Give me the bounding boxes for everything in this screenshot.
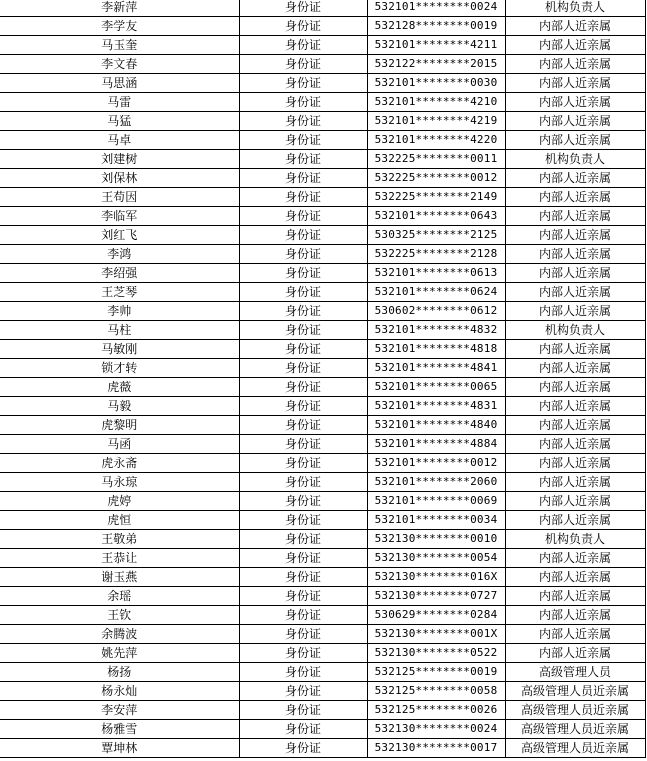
table-row <box>0 245 645 264</box>
id-number-cell[interactable]: 532101********4219 <box>367 112 505 131</box>
table-row <box>0 568 645 587</box>
id-type-cell[interactable]: 身份证 <box>239 568 367 587</box>
id-number-cell[interactable]: 532130********0010 <box>367 530 505 549</box>
relationship-cell[interactable]: 内部人近亲属 <box>505 131 645 150</box>
name-cell[interactable]: 余腾波 <box>0 625 239 644</box>
relationship-cell[interactable]: 内部人近亲属 <box>505 492 645 511</box>
id-number-cell[interactable]: 532122********2015 <box>367 55 505 74</box>
id-number-cell[interactable]: 532225********2149 <box>367 188 505 207</box>
id-number-cell[interactable]: 532101********0613 <box>367 264 505 283</box>
id-number-cell[interactable]: 532101********4818 <box>367 340 505 359</box>
relationship-cell[interactable]: 内部人近亲属 <box>505 36 645 55</box>
table-row <box>0 169 645 188</box>
table-row <box>0 112 645 131</box>
relationship-cell[interactable]: 内部人近亲属 <box>505 207 645 226</box>
table-row <box>0 435 645 454</box>
id-number-cell[interactable]: 532101********0643 <box>367 207 505 226</box>
table-row <box>0 587 645 606</box>
id-type-cell[interactable]: 身份证 <box>239 530 367 549</box>
id-type-cell[interactable]: 身份证 <box>239 245 367 264</box>
name-cell[interactable]: 王敬弟 <box>0 530 239 549</box>
id-type-cell[interactable]: 身份证 <box>239 226 367 245</box>
table-row <box>0 359 645 378</box>
id-type-cell[interactable]: 身份证 <box>239 302 367 321</box>
table-row <box>0 644 645 663</box>
table-row <box>0 55 645 74</box>
table-row <box>0 264 645 283</box>
name-cell[interactable]: 杨永灿 <box>0 682 239 701</box>
relationship-cell[interactable]: 内部人近亲属 <box>505 188 645 207</box>
relationship-cell[interactable]: 机构负责人 <box>505 530 645 549</box>
relationship-cell[interactable]: 高级管理人员 <box>505 663 645 682</box>
id-type-cell[interactable]: 身份证 <box>239 93 367 112</box>
relationship-cell[interactable]: 高级管理人员近亲属 <box>505 682 645 701</box>
relationship-cell[interactable]: 机构负责人 <box>505 321 645 340</box>
name-cell[interactable]: 马永琼 <box>0 473 239 492</box>
table-row <box>0 549 645 568</box>
id-type-cell[interactable]: 身份证 <box>239 131 367 150</box>
name-cell[interactable]: 刘建树 <box>0 150 239 169</box>
id-type-cell[interactable]: 身份证 <box>239 454 367 473</box>
id-type-cell[interactable]: 身份证 <box>239 207 367 226</box>
id-number-cell[interactable]: 532125********0019 <box>367 663 505 682</box>
id-type-cell[interactable]: 身份证 <box>239 74 367 93</box>
table-row <box>0 530 645 549</box>
relationship-cell[interactable]: 机构负责人 <box>505 0 645 17</box>
id-number-cell[interactable]: 532101********0034 <box>367 511 505 530</box>
id-number-cell[interactable]: 532101********4210 <box>367 93 505 112</box>
table-row <box>0 739 645 758</box>
relationship-cell[interactable]: 内部人近亲属 <box>505 511 645 530</box>
id-number-cell[interactable]: 532101********0012 <box>367 454 505 473</box>
table-row <box>0 606 645 625</box>
name-cell[interactable]: 李临军 <box>0 207 239 226</box>
name-cell[interactable]: 刘红飞 <box>0 226 239 245</box>
id-number-cell[interactable]: 532125********0026 <box>367 701 505 720</box>
id-type-cell[interactable]: 身份证 <box>239 112 367 131</box>
id-type-cell[interactable]: 身份证 <box>239 587 367 606</box>
id-number-cell[interactable]: 532101********4884 <box>367 435 505 454</box>
id-number-cell[interactable]: 532128********0019 <box>367 17 505 36</box>
id-type-cell[interactable]: 身份证 <box>239 492 367 511</box>
relationship-cell[interactable]: 机构负责人 <box>505 150 645 169</box>
table-row <box>0 340 645 359</box>
table-row <box>0 454 645 473</box>
table-row <box>0 131 645 150</box>
table-row <box>0 283 645 302</box>
relationship-cell[interactable]: 内部人近亲属 <box>505 93 645 112</box>
relationship-cell[interactable]: 内部人近亲属 <box>505 587 645 606</box>
id-type-cell[interactable]: 身份证 <box>239 435 367 454</box>
relationship-cell[interactable]: 内部人近亲属 <box>505 359 645 378</box>
table-row <box>0 663 645 682</box>
id-number-cell[interactable]: 532130********0727 <box>367 587 505 606</box>
id-number-cell[interactable]: 532101********0030 <box>367 74 505 93</box>
id-number-cell[interactable]: 532130********0024 <box>367 720 505 739</box>
relationship-cell[interactable]: 内部人近亲属 <box>505 17 645 36</box>
table-row <box>0 226 645 245</box>
name-cell[interactable]: 马思涵 <box>0 74 239 93</box>
id-type-cell[interactable]: 身份证 <box>239 739 367 758</box>
table-row <box>0 701 645 720</box>
id-type-cell[interactable]: 身份证 <box>239 283 367 302</box>
id-type-cell[interactable]: 身份证 <box>239 397 367 416</box>
id-number-cell[interactable]: 532101********4220 <box>367 131 505 150</box>
id-number-cell[interactable]: 532225********2128 <box>367 245 505 264</box>
relationship-cell[interactable]: 高级管理人员近亲属 <box>505 739 645 758</box>
table-row <box>0 473 645 492</box>
name-cell[interactable]: 李文春 <box>0 55 239 74</box>
table-row <box>0 74 645 93</box>
relationship-cell[interactable]: 高级管理人员近亲属 <box>505 720 645 739</box>
relationship-cell[interactable]: 内部人近亲属 <box>505 568 645 587</box>
name-cell[interactable]: 马玉奎 <box>0 36 239 55</box>
id-number-cell[interactable]: 532101********2060 <box>367 473 505 492</box>
table-row <box>0 150 645 169</box>
relationship-cell[interactable]: 内部人近亲属 <box>505 264 645 283</box>
table-row <box>0 720 645 739</box>
table-row <box>0 321 645 340</box>
id-number-cell[interactable]: 532101********4211 <box>367 36 505 55</box>
table-row <box>0 682 645 701</box>
id-type-cell[interactable]: 身份证 <box>239 511 367 530</box>
name-cell[interactable]: 马柱 <box>0 321 239 340</box>
name-cell[interactable]: 王钦 <box>0 606 239 625</box>
id-type-cell[interactable]: 身份证 <box>239 340 367 359</box>
name-cell[interactable]: 姚先萍 <box>0 644 239 663</box>
name-cell[interactable]: 李鸿 <box>0 245 239 264</box>
id-type-cell[interactable]: 身份证 <box>239 17 367 36</box>
name-cell[interactable]: 覃坤林 <box>0 739 239 758</box>
table-row <box>0 93 645 112</box>
table-row <box>0 492 645 511</box>
id-type-cell[interactable]: 身份证 <box>239 473 367 492</box>
id-number-cell[interactable]: 532130********0017 <box>367 739 505 758</box>
id-type-cell[interactable]: 身份证 <box>239 720 367 739</box>
relationship-cell[interactable]: 内部人近亲属 <box>505 644 645 663</box>
table-row <box>0 625 645 644</box>
table-row <box>0 207 645 226</box>
name-cell[interactable]: 虎恒 <box>0 511 239 530</box>
id-number-cell[interactable]: 532130********016X <box>367 568 505 587</box>
name-cell[interactable]: 李帅 <box>0 302 239 321</box>
name-cell[interactable]: 马毅 <box>0 397 239 416</box>
name-cell[interactable]: 马雷 <box>0 93 239 112</box>
id-type-cell[interactable]: 身份证 <box>239 644 367 663</box>
id-number-cell[interactable]: 532101********0069 <box>367 492 505 511</box>
name-cell[interactable]: 王苟因 <box>0 188 239 207</box>
id-number-cell[interactable]: 532130********0054 <box>367 549 505 568</box>
name-cell[interactable]: 马卓 <box>0 131 239 150</box>
id-type-cell[interactable]: 身份证 <box>239 682 367 701</box>
table-row <box>0 397 645 416</box>
relationship-cell[interactable]: 内部人近亲属 <box>505 549 645 568</box>
id-number-cell[interactable]: 532101********4840 <box>367 416 505 435</box>
id-number-cell[interactable]: 532101********0624 <box>367 283 505 302</box>
name-cell[interactable]: 马函 <box>0 435 239 454</box>
table-row <box>0 511 645 530</box>
id-number-cell[interactable]: 532101********0065 <box>367 378 505 397</box>
name-cell[interactable]: 余瑶 <box>0 587 239 606</box>
id-type-cell[interactable]: 身份证 <box>239 264 367 283</box>
relationship-cell[interactable]: 内部人近亲属 <box>505 169 645 188</box>
id-number-cell[interactable]: 532101********4832 <box>367 321 505 340</box>
table-row <box>0 17 645 36</box>
name-cell[interactable]: 马敏刚 <box>0 340 239 359</box>
name-cell[interactable]: 杨扬 <box>0 663 239 682</box>
name-cell[interactable]: 王芝琴 <box>0 283 239 302</box>
table-row <box>0 0 645 17</box>
relationship-cell[interactable]: 内部人近亲属 <box>505 625 645 644</box>
id-type-cell[interactable]: 身份证 <box>239 321 367 340</box>
id-type-cell[interactable]: 身份证 <box>239 169 367 188</box>
id-type-cell[interactable]: 身份证 <box>239 416 367 435</box>
relationship-cell[interactable]: 内部人近亲属 <box>505 226 645 245</box>
id-number-cell[interactable]: 532130********001X <box>367 625 505 644</box>
relationship-cell[interactable]: 内部人近亲属 <box>505 245 645 264</box>
relationship-cell[interactable]: 内部人近亲属 <box>505 378 645 397</box>
id-type-cell[interactable]: 身份证 <box>239 150 367 169</box>
id-type-cell[interactable]: 身份证 <box>239 663 367 682</box>
id-number-cell[interactable]: 530602********0612 <box>367 302 505 321</box>
name-cell[interactable]: 李新萍 <box>0 0 239 17</box>
id-type-cell[interactable]: 身份证 <box>239 36 367 55</box>
id-number-cell[interactable]: 532101********4831 <box>367 397 505 416</box>
id-type-cell[interactable]: 身份证 <box>239 625 367 644</box>
id-type-cell[interactable]: 身份证 <box>239 701 367 720</box>
name-cell[interactable]: 王恭让 <box>0 549 239 568</box>
id-number-cell[interactable]: 530325********2125 <box>367 226 505 245</box>
id-type-cell[interactable]: 身份证 <box>239 549 367 568</box>
name-cell[interactable]: 杨雅雪 <box>0 720 239 739</box>
relationship-cell[interactable]: 内部人近亲属 <box>505 74 645 93</box>
id-number-cell[interactable]: 532101********4841 <box>367 359 505 378</box>
relationship-cell[interactable]: 内部人近亲属 <box>505 283 645 302</box>
id-number-cell[interactable]: 532125********0058 <box>367 682 505 701</box>
relationship-cell[interactable]: 内部人近亲属 <box>505 606 645 625</box>
id-number-cell[interactable]: 532225********0011 <box>367 150 505 169</box>
name-cell[interactable]: 虎婷 <box>0 492 239 511</box>
relationship-cell[interactable]: 内部人近亲属 <box>505 416 645 435</box>
table-row <box>0 416 645 435</box>
table-row <box>0 378 645 397</box>
table-row <box>0 36 645 55</box>
id-number-cell[interactable]: 532130********0522 <box>367 644 505 663</box>
name-cell[interactable]: 李安萍 <box>0 701 239 720</box>
name-cell[interactable]: 谢玉燕 <box>0 568 239 587</box>
relationship-cell[interactable]: 内部人近亲属 <box>505 435 645 454</box>
name-cell[interactable]: 李学友 <box>0 17 239 36</box>
relationship-cell[interactable]: 内部人近亲属 <box>505 55 645 74</box>
relationship-cell[interactable]: 内部人近亲属 <box>505 340 645 359</box>
name-cell[interactable]: 李绍强 <box>0 264 239 283</box>
id-number-cell[interactable]: 532225********0012 <box>367 169 505 188</box>
id-type-cell[interactable]: 身份证 <box>239 0 367 17</box>
id-type-cell[interactable]: 身份证 <box>239 188 367 207</box>
name-cell[interactable]: 虎黎明 <box>0 416 239 435</box>
relationship-cell[interactable]: 高级管理人员近亲属 <box>505 701 645 720</box>
table-row <box>0 302 645 321</box>
relationship-cell[interactable]: 内部人近亲属 <box>505 397 645 416</box>
name-cell[interactable]: 虎永斋 <box>0 454 239 473</box>
id-type-cell[interactable]: 身份证 <box>239 55 367 74</box>
relationship-cell[interactable]: 内部人近亲属 <box>505 454 645 473</box>
id-type-cell[interactable]: 身份证 <box>239 359 367 378</box>
id-type-cell[interactable]: 身份证 <box>239 378 367 397</box>
id-type-cell[interactable]: 身份证 <box>239 606 367 625</box>
name-cell[interactable]: 虎薇 <box>0 378 239 397</box>
name-cell[interactable]: 马猛 <box>0 112 239 131</box>
id-number-cell[interactable]: 532101********0024 <box>367 0 505 17</box>
relationship-cell[interactable]: 内部人近亲属 <box>505 473 645 492</box>
relationship-cell[interactable]: 内部人近亲属 <box>505 112 645 131</box>
name-cell[interactable]: 刘保林 <box>0 169 239 188</box>
relationship-cell[interactable]: 内部人近亲属 <box>505 302 645 321</box>
name-cell[interactable]: 锁才转 <box>0 359 239 378</box>
table-row <box>0 188 645 207</box>
id-number-cell[interactable]: 530629********0284 <box>367 606 505 625</box>
